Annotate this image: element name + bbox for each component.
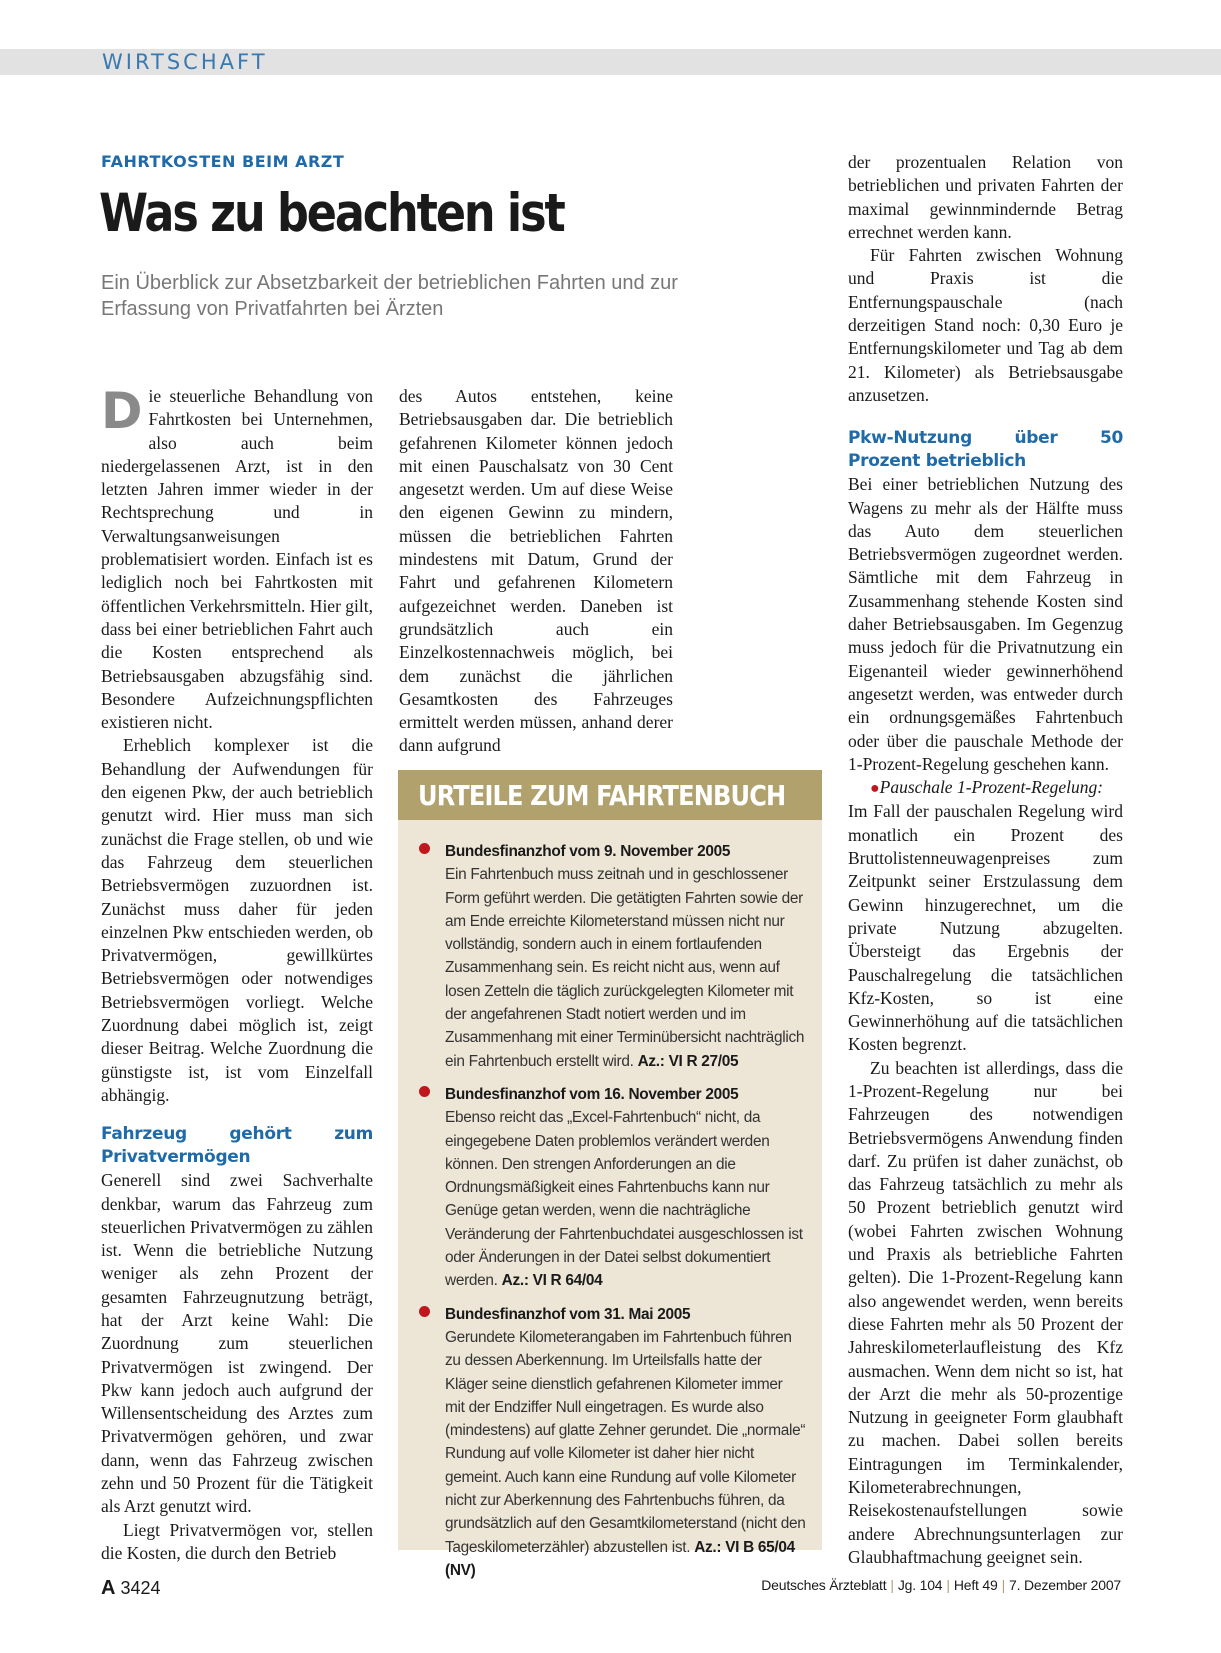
box-heading-text: URTEILE ZUM FAHRTENBUCH (418, 779, 786, 812)
verdict-reference: Az.: VI B 65/04 (NV) (445, 1538, 795, 1579)
paragraph (101, 382, 373, 734)
journal-volume: Jg. 104 (897, 1577, 943, 1593)
paragraph: Für Fahrten zwischen Wohnung und Praxis ist die Entfernungspauschale (nach derzeitigen Stand noch: 0,30 Euro je Entfernungskilometer und Tag ab dem 21. Kilometer) als Betriebsausgabe anzusetzen. (848, 245, 1123, 405)
separator: | (1001, 1577, 1006, 1593)
verdict-title: Bundesfinanzhof vom 31. Mai 2005 (445, 1305, 691, 1323)
verdict-item (398, 840, 822, 1073)
separator: | (890, 1577, 894, 1593)
page-number-value: 3424 (120, 1578, 161, 1598)
verdict-item (398, 1303, 822, 1583)
column-1 (101, 382, 373, 1565)
page-prefix: A (101, 1577, 116, 1599)
paragraph-text: ie steuerliche Behandlung von Fahrtkosten bei Unternehmen, also auch beim niedergelassenen Arzt, ist in den letzten Jahren immer wieder in der Rechtsprechung und in Verwaltungsanweisungen problematisiert worden. Einfach ist es lediglich noch bei Fahrtkosten mit öffentlichen Verkehrsmitteln. Hier gilt, dass bei einer betrieblichen Fahrt auch die Kosten entsprechend als Betriebsausgaben abzugsfähig sind. Besondere Aufzeichnungspflichten existieren nicht. (101, 386, 373, 733)
column-2 (399, 385, 673, 758)
verdict-title: Bundesfinanzhof vom 16. November 2005 (445, 1085, 739, 1103)
paragraph: Erheblich komplexer ist die Behandlung der Aufwendungen für den eigenen Pkw, der auch betrieblich genutzt wird. Hier muss man sich zunächst die Frage stellen, ob und wie das Fahrzeug dem steuerlichen Betriebsvermögen zuzuordnen ist. Zunächst muss daher für jeden einzelnen Pkw entschieden werden, ob Privatvermögen, gewillkürtes Betriebsvermögen oder notwendiges Betriebsvermögen vorliegt. Welche Zuordnung dabei möglich ist, zeigt dieser Beitrag. Welche Zuordnung die günstigste ist, ist vom Einzelfall abhängig. (101, 735, 373, 1105)
verdict-text: Ein Fahrtenbuch muss zeitnah und in geschlossener Form geführt werden. Die getätigten Fahrten sowie der am Ende erreichte Kilometerstand müssen nicht nur vollständig, sondern auch in einem fortlaufenden Zusammenhang sein. Es reicht nicht aus, wenn auf losen Zetteln die täglich zurückgelegten Kilometer mit der angefahrenen Stadt notiert werden und im Zusammenhang mit einer Terminübersicht nachträglich ein Fahrtenbuch erstellt wird. (445, 866, 805, 1070)
bullet-icon (419, 1306, 430, 1317)
paragraph: Bei einer betrieblichen Nutzung des Wagens zu mehr als der Hälfte muss das Auto dem steuerlichen Betriebsvermögen zugeordnet werden. Sämtliche mit dem Fahrzeug in Zusammenhang stehende Kosten sind daher Betriebsausgaben. Im Gegenzug muss jedoch für die Privatnutzung ein Eigenanteil wieder gewinnerhöhend angesetzt werden, was entweder durch ein ordnungsgemäßes Fahrtenbuch oder über die pauschale Methode der 1-Prozent-Regelung geschehen kann. (848, 474, 1123, 774)
subheading: Pkw-Nutzung über 50 Prozent betrieblich (848, 428, 1123, 472)
paragraph: Im Fall der pauschalen Regelung wird monatlich ein Prozent des Bruttolistenneuwagenpreises zum Zeitpunkt seiner Erstzulassung dem Gewinn hinzugerechnet, um die private Nutzung abzugelten. Übersteigt das Ergebnis der Pauschalregelung die tatsächlichen Kfz-Kosten, so ist eine Gewinnerhöhung auf die tatsächlichen Kosten begrenzt. (848, 801, 1123, 1055)
verdict-title: Bundesfinanzhof vom 9. November 2005 (445, 843, 731, 860)
article-title: Was zu beachten ist (99, 183, 564, 244)
bullet-icon: ● (870, 780, 880, 798)
verdict-reference: Az.: VI R 27/05 (637, 1052, 739, 1070)
section-label: WIRTSCHAFT (102, 50, 268, 74)
paragraph: Liegt Privatvermögen vor, stellen die Kosten, die durch den Betrieb (101, 1519, 373, 1563)
paragraph: Zu beachten ist allerdings, dass die 1-Prozent-Regelung nur bei Fahrzeugen des notwendigen Betriebsvermögens Anwendung finden darf. Zu prüfen ist daher zunächst, ob das Fahrzeug tatsächlich zu mehr als 50 Prozent betrieblich genutzt wird (wobei Fahrten zwischen Wohnung und Praxis als betriebliche Fahrten gelten). Die 1-Prozent-Regelung kann also angewendet werden, wenn bereits diese Fahrten mehr als 50 Prozent der Jahreskilometerlaufleistung des Kfz ausmachen. Wenn dem nicht so ist, hat der Arzt die mehr als 50-prozentige Nutzung in geeigneter Form glaubhaft zu machen. Dabei sollen bereits Eintragungen im Terminkalender, Kilometerabrechnungen, Reisekostenaufstellungen sowie andere Abrechnungsunterlagen zur Glaubhaftmachung geeignet sein. (848, 1057, 1123, 1567)
journal-info (761, 1577, 1121, 1593)
bullet-icon (419, 1086, 430, 1097)
journal-name: Deutsches Ärzteblatt (761, 1577, 887, 1593)
verdict-text: Gerundete Kilometerangaben im Fahrtenbuch führen zu dessen Aberkennung. Im Urteilsfalls hatte der Kläger seine dienstlich gefahrenen Kilometer immer mit der Endziffer Null eingetragen. Es wurde also (mindestens) auf glatte Zehner gerundet. Die „normale“ Rundung auf volle Kilometer ist daher hier nicht gemeint. Auch kann eine Rundung auf volle Kilometer nicht zur Aberkennung des Fahrtenbuchs führen, da grundsätzlich auf den Gesamtkilometerstand (nicht den Tageskilometerzähler) abzustellen ist. (445, 1328, 806, 1556)
box-heading (398, 770, 822, 820)
verdict-text: Ebenso reicht das „Excel-Fahrtenbuch“ nicht, da eingegebene Daten problemlos verändert werden können. Den strengen Anforderungen an die Ordnungsmäßigkeit eines Fahrtenbuchs kann nur Genüge getan werden, wenn die nachträgliche Veränderung der Fahrtenbuchdatei ausgeschlossen ist oder Änderungen in der Datei selbst dokumentiert werden. (445, 1109, 803, 1290)
paragraph: der prozentualen Relation von betrieblichen und privaten Fahrten der maximal gewinnmindernde Betrag errechnet werden kann. (848, 152, 1123, 242)
bullet-icon (419, 843, 430, 854)
verdict-reference: Az.: VI R 64/04 (501, 1272, 603, 1290)
drop-cap: D (101, 382, 143, 440)
bullet-paragraph (848, 776, 1123, 800)
page-number (101, 1577, 161, 1600)
bullet-label: Pauschale 1-Prozent-Regelung: (879, 777, 1104, 798)
journal-issue: Heft 49 (953, 1577, 998, 1593)
verdict-item (398, 1083, 822, 1293)
paragraph: Generell sind zwei Sachverhalte denkbar, warum das Fahrzeug zum steuerlichen Privatvermögen zu zählen ist. Wenn die betriebliche Nutzung weniger als zehn Prozent der gesamten Fahrzeugnutzung beträgt, hat der Arzt keine Wahl: Die Zuordnung zum steuerlichen Privatvermögen ist zwingend. Der Pkw kann jedoch auch aufgrund der Willensentscheidung des Arztes zum Privatvermögen gehören, und zwar dann, wenn das Fahrzeug zwischen zehn und 50 Prozent für die Tätigkeit als Arzt genutzt wird. (101, 1170, 373, 1517)
article-subtitle: Ein Überblick zur Absetzbarkeit der betrieblichen Fahrten und zur Erfassung von Privatfahrten bei Ärzten (101, 272, 678, 320)
separator: | (946, 1577, 950, 1593)
article-kicker: FAHRTKOSTEN BEIM ARZT (101, 152, 345, 171)
journal-date: 7. Dezember 2007 (1009, 1577, 1121, 1593)
paragraph: des Autos entstehen, keine Betriebsausgaben dar. Die betrieblich gefahrenen Kilometer können jedoch mit einen Pauschalsatz von 30 Cent angesetzt werden. Um auf diese Weise den eigenen Gewinn zu mindern, müssen die betrieblichen Fahrten mindestens mit Datum, Grund der Fahrt und gefahrenen Kilometern aufgezeichnet werden. Daneben ist grundsätzlich auch ein Einzelkostennachweis möglich, bei dem zunächst die jährlichen Gesamtkosten des Fahrzeuges ermittelt werden müssen, anhand derer dann aufgrund (399, 386, 673, 756)
sidebar-box-verdicts (398, 770, 822, 1579)
column-3 (848, 151, 1123, 1569)
subheading: Fahrzeug gehört zum Privatvermögen (101, 1124, 373, 1168)
